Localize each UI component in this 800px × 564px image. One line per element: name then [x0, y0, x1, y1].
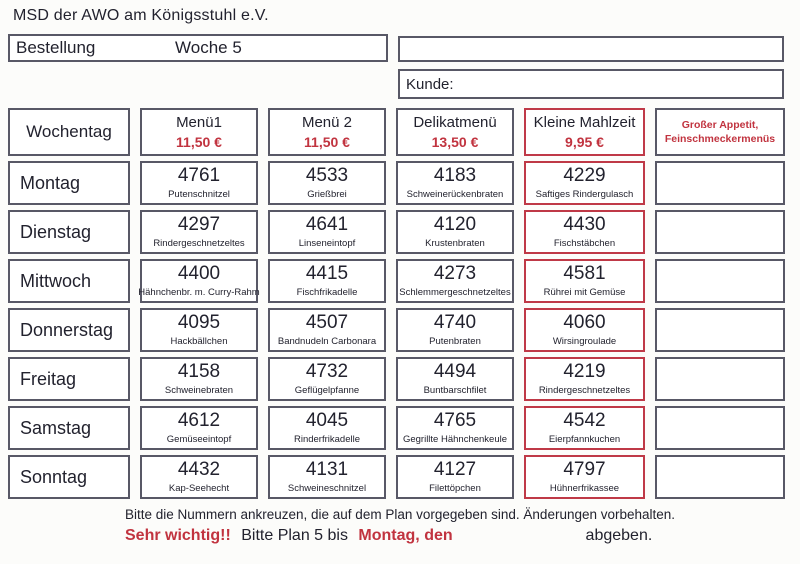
dish-name: Geflügelpfanne — [294, 384, 360, 396]
header-row — [8, 108, 785, 156]
delikat-price-label: 13,50 € — [431, 133, 479, 150]
menu-cell[interactable] — [396, 259, 514, 303]
menu-cell[interactable] — [396, 161, 514, 205]
menu-number: 4432 — [177, 459, 221, 481]
menu-cell[interactable] — [396, 308, 514, 352]
menu-cell[interactable] — [524, 406, 645, 450]
menu-cell[interactable] — [140, 357, 258, 401]
menu-cell[interactable] — [524, 357, 645, 401]
menu-cell[interactable] — [140, 406, 258, 450]
dish-name: Fischfrikadelle — [296, 286, 358, 298]
menu-number: 4533 — [305, 165, 349, 187]
day-label: Dienstag — [20, 221, 92, 242]
dish-name: Grießbrei — [307, 188, 347, 200]
grosser-appetit-cell[interactable] — [655, 259, 785, 303]
menu-number: 4219 — [563, 361, 606, 383]
menu-number: 4761 — [177, 165, 221, 187]
menu-cell[interactable] — [140, 455, 258, 499]
grosser-appetit-header-line2: Feinschmeckermenüs — [664, 133, 776, 145]
dish-name: Saftiges Rindergulasch — [535, 188, 634, 200]
important-label: Sehr wichtig!! — [125, 527, 231, 544]
menu-cell[interactable] — [268, 455, 386, 499]
menu-number: 4740 — [433, 312, 477, 334]
day-cell — [8, 210, 130, 254]
menu1-price-label: 11,50 € — [176, 133, 222, 150]
menu-number: 4612 — [177, 410, 221, 432]
menu2-header-cell — [268, 108, 386, 156]
weekday-header-cell — [8, 108, 130, 156]
day-cell — [8, 259, 130, 303]
dish-name: Schweineschnitzel — [287, 482, 367, 494]
menu-cell[interactable] — [396, 406, 514, 450]
delikat-header-label: Delikatmenü — [413, 114, 497, 132]
dish-name: Buntbarschfilet — [423, 384, 487, 396]
dish-name: Hühnerfrikassee — [549, 482, 620, 494]
deadline-text: Montag, den — [358, 527, 453, 544]
kleine-mahlzeit-header-cell — [524, 108, 645, 156]
order-header-box — [8, 34, 388, 62]
menu-cell[interactable] — [524, 455, 645, 499]
menu-cell[interactable] — [396, 455, 514, 499]
table-row — [8, 161, 785, 205]
menu-number: 4765 — [433, 410, 477, 432]
important-line — [125, 527, 658, 545]
table-row — [8, 406, 785, 450]
menu-cell[interactable] — [140, 259, 258, 303]
dish-name: Rührei mit Gemüse — [543, 286, 626, 298]
menu2-price-label: 11,50 € — [304, 133, 350, 150]
menu-cell[interactable] — [268, 210, 386, 254]
dish-name: Hackbällchen — [170, 335, 228, 347]
grosser-appetit-cell[interactable] — [655, 308, 785, 352]
grosser-appetit-cell[interactable] — [655, 357, 785, 401]
dish-name: Schweinerückenbraten — [406, 188, 504, 200]
kleine-mahlzeit-header-label: Kleine Mahlzeit — [533, 114, 636, 132]
menu-cell[interactable] — [268, 308, 386, 352]
customer-label: Kunde: — [406, 75, 454, 93]
table-row — [8, 357, 785, 401]
note-text: Bitte die Nummern ankreuzen, die auf dem Plan vorgegeben sind. Änderungen vorbehalten. — [124, 507, 676, 522]
menu-number: 4095 — [177, 312, 221, 334]
menu-number: 4229 — [563, 165, 606, 187]
dish-name: Hähnchenbr. m. Curry-Rahm — [138, 286, 260, 298]
menu-number: 4158 — [177, 361, 221, 383]
day-cell — [8, 357, 130, 401]
menu-number: 4732 — [305, 361, 349, 383]
day-label: Freitag — [20, 368, 77, 389]
dish-name: Schlemmergeschnetzeltes — [399, 286, 511, 298]
menu-cell[interactable] — [396, 357, 514, 401]
menu-cell[interactable] — [524, 308, 645, 352]
menu-cell[interactable] — [524, 259, 645, 303]
menu-number: 4120 — [433, 214, 477, 236]
dish-name: Rindergeschnetzeltes — [153, 237, 245, 249]
table-row — [8, 308, 785, 352]
menu1-header-label: Menü1 — [176, 114, 222, 132]
menu-number: 4060 — [563, 312, 606, 334]
menu-number: 4641 — [305, 214, 349, 236]
menu-cell[interactable] — [524, 161, 645, 205]
day-label: Sonntag — [20, 466, 88, 487]
menu-number: 4415 — [305, 263, 349, 285]
menu-number: 4131 — [305, 459, 349, 481]
delikat-header-cell — [396, 108, 514, 156]
day-cell — [8, 308, 130, 352]
dish-name: Filettöpchen — [429, 482, 481, 494]
menu-cell[interactable] — [140, 161, 258, 205]
dish-name: Krustenbraten — [425, 237, 485, 249]
dish-name: Gegrillte Hähnchenkeule — [402, 433, 508, 445]
order-label: Bestellung — [16, 38, 96, 57]
menu-number: 4581 — [563, 263, 606, 285]
grosser-appetit-header-cell — [655, 108, 785, 156]
menu2-header-label: Menü 2 — [301, 114, 353, 132]
menu1-header-cell — [140, 108, 258, 156]
grosser-appetit-cell[interactable] — [655, 210, 785, 254]
grosser-appetit-header-line1: Großer Appetit, — [681, 118, 759, 131]
grosser-appetit-cell[interactable] — [655, 455, 785, 499]
dish-name: Schweinebraten — [164, 384, 234, 396]
dish-name: Putenschnitzel — [168, 188, 230, 200]
table-row — [8, 259, 785, 303]
day-label: Donnerstag — [20, 319, 114, 340]
day-cell — [8, 406, 130, 450]
grosser-appetit-cell[interactable] — [655, 161, 785, 205]
grosser-appetit-cell[interactable] — [655, 406, 785, 450]
page-title: MSD der AWO am Königsstuhl e.V. — [13, 7, 269, 24]
dish-name: Bandnudeln Carbonara — [277, 335, 377, 347]
day-cell — [8, 455, 130, 499]
week-label: Woche 5 — [175, 38, 242, 57]
instruction-text: Bitte Plan 5 bis — [241, 527, 348, 544]
menu-cell[interactable] — [268, 161, 386, 205]
dish-name: Kap-Seehecht — [168, 482, 230, 494]
table-row — [8, 210, 785, 254]
menu-cell[interactable] — [140, 210, 258, 254]
dish-name: Rinderfrikadelle — [293, 433, 360, 445]
menu-number: 4297 — [177, 214, 221, 236]
suffix-text: abgeben. — [585, 527, 653, 544]
day-label: Montag — [20, 172, 81, 193]
dish-name: Putenbraten — [429, 335, 481, 347]
dish-name: Fischstäbchen — [553, 237, 616, 249]
menu-number: 4542 — [563, 410, 606, 432]
menu-cell[interactable] — [268, 357, 386, 401]
dish-name: Gemüseeintopf — [166, 433, 232, 445]
menu-number: 4507 — [305, 312, 349, 334]
dish-name: Linseneintopf — [298, 237, 356, 249]
menu-number: 4127 — [433, 459, 477, 481]
menu-number: 4273 — [433, 263, 477, 285]
day-cell — [8, 161, 130, 205]
day-label: Samstag — [20, 417, 92, 438]
menu-cell[interactable] — [140, 308, 258, 352]
blank-fill-in-box[interactable] — [398, 36, 784, 62]
menu-number: 4045 — [305, 410, 349, 432]
menu-cell[interactable] — [396, 210, 514, 254]
order-grid — [8, 108, 785, 499]
day-label: Mittwoch — [20, 270, 92, 291]
menu-cell[interactable] — [524, 210, 645, 254]
customer-box[interactable] — [398, 69, 784, 99]
menu-number: 4183 — [433, 165, 477, 187]
dish-name: Rindergeschnetzeltes — [538, 384, 631, 396]
dish-name: Eierpfannkuchen — [548, 433, 621, 445]
menu-number: 4400 — [177, 263, 221, 285]
table-row — [8, 455, 785, 499]
menu-number: 4430 — [563, 214, 606, 236]
menu-cell[interactable] — [268, 406, 386, 450]
kleine-mahlzeit-price-label: 9,95 € — [565, 133, 604, 150]
menu-number: 4494 — [433, 361, 477, 383]
menu-cell[interactable] — [268, 259, 386, 303]
weekday-header-label: Wochentag — [26, 122, 112, 141]
dish-name: Wirsingroulade — [552, 335, 617, 347]
menu-number: 4797 — [563, 459, 606, 481]
